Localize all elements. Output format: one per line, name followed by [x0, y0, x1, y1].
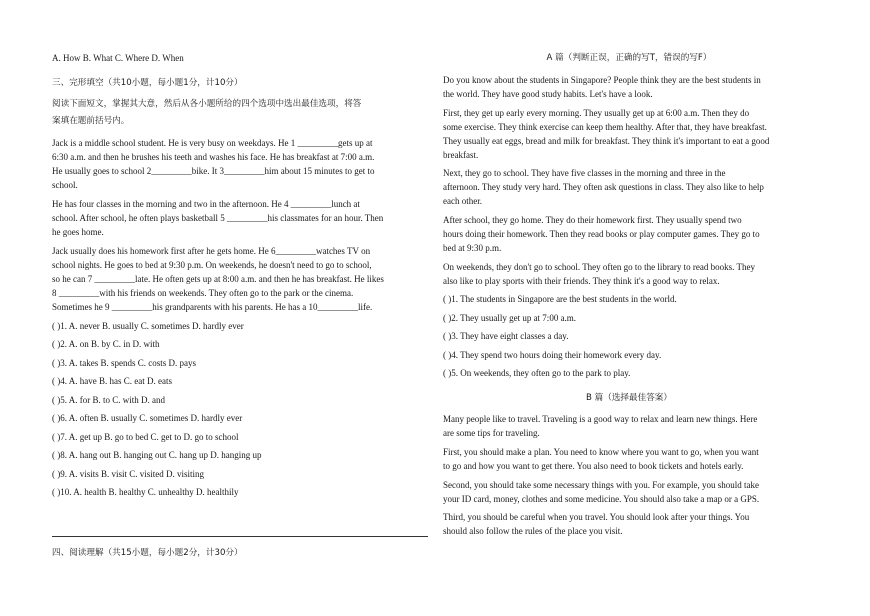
- cloze-passage-line: he goes home.: [52, 227, 104, 237]
- cloze-passage-line: 6:30 a.m. and then he brushes his teeth and washes his face. He has breakfast at 7:00 a.m.: [52, 152, 375, 162]
- section-divider: [52, 536, 428, 537]
- passage-a-line: some exercise. They think exercise can keep them healthy. After that, they have breakfast.: [443, 122, 767, 132]
- passage-b-line: are some tips for traveling.: [443, 428, 540, 438]
- passage-a-question: ( )2. They usually get up at 7:00 a.m.: [443, 313, 577, 323]
- passage-a-question: ( )3. They have eight classes a day.: [443, 331, 569, 341]
- passage-b-line: should also follow the rules of the place you visit.: [443, 526, 623, 536]
- section-4-title: 四、阅读理解（共15小题，每小题2分，计30分）: [52, 548, 243, 558]
- cloze-passage-line: school. After school, he often plays basketball 5 _________his classmates for an hour. Then: [52, 213, 384, 223]
- cloze-question: ( )5. A. for B. to C. with D. and: [52, 395, 165, 405]
- passage-a-line: First, they get up early every morning. They usually get up at 6:00 a.m. Then they do: [443, 108, 750, 118]
- passage-a-title: A 篇（判断正误，正确的写T，错误的写F）: [546, 53, 712, 63]
- previous-question-options: A. How B. What C. Where D. When: [52, 53, 184, 63]
- passage-a-question: ( )1. The students in Singapore are the best students in the world.: [443, 294, 677, 304]
- cloze-question: ( )7. A. get up B. go to bed C. get to D. go to school: [52, 432, 239, 442]
- passage-b-title: B 篇（选择最佳答案）: [586, 393, 672, 403]
- passage-b-line: Second, you should take some necessary things with you. For example, you should take: [443, 480, 759, 490]
- cloze-passage-line: Jack usually does his homework first after he gets home. He 6_________watches TV on: [52, 246, 371, 256]
- passage-a-line: After school, they go home. They do their homework first. They usually spend two: [443, 215, 742, 225]
- passage-a-line: Next, they go to school. They have five classes in the morning and three in the: [443, 168, 726, 178]
- passage-a-line: Do you know about the students in Singapore? People think they are the best students in: [443, 75, 761, 85]
- passage-a-line: afternoon. They study very hard. They often ask questions in class. They also like to help: [443, 182, 764, 192]
- cloze-passage-line: He has four classes in the morning and two in the afternoon. He 4 _________lunch at: [52, 199, 360, 209]
- cloze-passage-line: He usually goes to school 2_________bike. It 3_________him about 15 minutes to get to: [52, 166, 375, 176]
- passage-a-line: bed at 9:30 p.m.: [443, 243, 502, 253]
- cloze-passage-line: school nights. He goes to bed at 9:30 p.m. On weekends, he doesn't need to go to school,: [52, 260, 372, 270]
- passage-b-line: First, you should make a plan. You need to know where you want to go, when you want: [443, 447, 759, 457]
- passage-a-line: On weekends, they don't go to school. They often go to the library to read books. They: [443, 262, 755, 272]
- passage-a-line: hours doing their homework. Then they read books or play computer games. They go to: [443, 229, 760, 239]
- passage-a-question: ( )5. On weekends, they often go to the park to play.: [443, 368, 631, 378]
- cloze-instructions-line: 阅读下面短文，掌握其大意，然后从各小题所给的四个选项中选出最佳选项，将答: [52, 99, 362, 109]
- cloze-question: ( )3. A. takes B. spends C. costs D. pays: [52, 358, 196, 368]
- passage-a-line: They usually eat eggs, bread and milk for breakfast. They think it's important to eat a good: [443, 136, 770, 146]
- cloze-passage-line: Sometimes he 9 _________his grandparents with his parents. He has a 10_________life.: [52, 302, 373, 312]
- cloze-passage-line: so he can 7 _________late. He often gets up at 8:00 a.m. and then he has breakfast. He likes: [52, 274, 384, 284]
- passage-a-line: breakfast.: [443, 150, 479, 160]
- cloze-passage-line: 8 _________with his friends on weekends. They often go to the park or the cinema.: [52, 288, 354, 298]
- passage-b-line: Many people like to travel. Traveling is a good way to relax and learn new things. Here: [443, 414, 758, 424]
- cloze-question: ( )4. A. have B. has C. eat D. eats: [52, 376, 172, 386]
- cloze-passage-line: Jack is a middle school student. He is very busy on weekdays. He 1 _________gets up at: [52, 138, 373, 148]
- section-3-title: 三、完形填空（共10小题，每小题1分，计10分）: [52, 78, 243, 88]
- passage-a-line: also like to play sports with their friends. They think it's a good way to relax.: [443, 276, 720, 286]
- cloze-instructions-line: 案填在题前括号内。: [52, 116, 130, 126]
- cloze-question: ( )6. A. often B. usually C. sometimes D. hardly ever: [52, 413, 243, 423]
- passage-b-line: your ID card, money, clothes and some medicine. You should also take a map or a GPS.: [443, 494, 760, 504]
- cloze-question: ( )1. A. never B. usually C. sometimes D. hardly ever: [52, 321, 244, 331]
- cloze-question: ( )8. A. hang out B. hanging out C. hang up D. hanging up: [52, 450, 262, 460]
- passage-b-line: Third, you should be careful when you travel. You should look after your things. You: [443, 512, 750, 522]
- passage-b-line: to go and how you want to get there. You also need to book tickets and hotels early.: [443, 461, 744, 471]
- cloze-question: ( )2. A. on B. by C. in D. with: [52, 339, 160, 349]
- passage-a-question: ( )4. They spend two hours doing their homework every day.: [443, 350, 662, 360]
- cloze-question: ( )9. A. visits B. visit C. visited D. visiting: [52, 469, 205, 479]
- passage-a-line: each other.: [443, 196, 482, 206]
- passage-a-line: the world. They have good study habits. Let's have a look.: [443, 89, 653, 99]
- cloze-question: ( )10. A. health B. healthy C. unhealthy D. healthily: [52, 487, 239, 497]
- cloze-passage-line: school.: [52, 180, 78, 190]
